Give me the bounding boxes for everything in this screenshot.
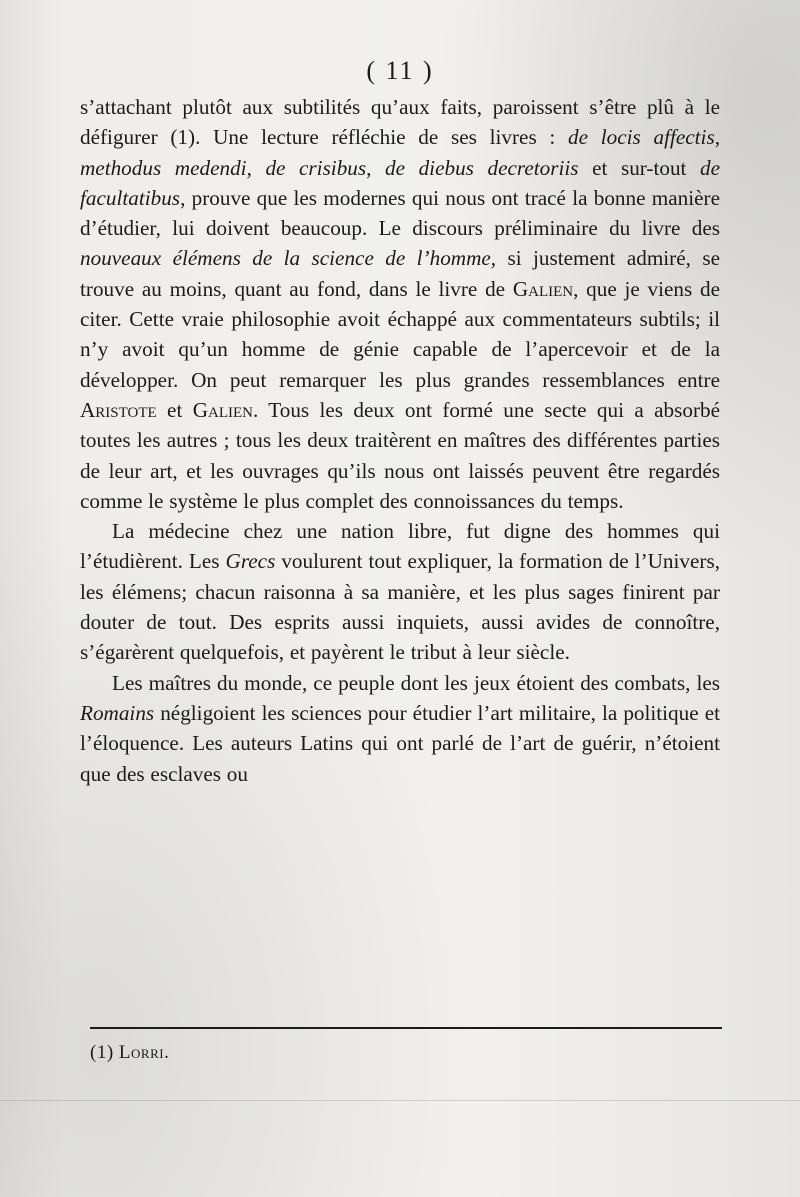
page-number: ( 11 ) [366,56,434,85]
italic-title: de facultatibus [80,155,721,210]
paper-crease [0,1100,800,1101]
footnote-text: Lorri. [118,1042,170,1063]
italic-term: Grecs [225,549,276,574]
name-galien: Galien [192,397,253,422]
italic-title: de diebus decretoriis [385,155,579,180]
italic-term: Romains [80,700,155,725]
footnote-rule [90,1027,722,1029]
paragraph-2: La médecine chez une nation libre, fut digne des hommes qui l’étudièrent. Les Grecs voulurent tout expliquer, la formation de l’Univers, les élémens; chacun raisonna à sa manière, et les plus sages finirent par douter de tout. Des esprits aussi inquiets, aussi avides de connoître, s’égarèrent quelquefois, et payèrent le tribut à leur siècle. [80,519,721,665]
italic-title: nouveaux élémens de la science de l’homme [80,246,491,271]
italic-title: de locis affectis [568,125,715,150]
footnote [90,1042,169,1064]
name-aristote: Aristote [80,397,157,422]
name-galien: Galien [512,276,574,301]
italic-title: methodus medendi [80,155,247,180]
paragraph-1: s’attachant plutôt aux subtilités qu’aux faits, paroissent s’être plû à le défigurer (1). Une lecture réfléchie de ses livres : de locis affectis, methodus medendi, de crisibus, de diebus decretoriis et sur-tout de facultatibus, prouve que les modernes qui nous ont tracé la bonne manière d’étudier, lui doivent beaucoup. Le discours préliminaire du livre des nouveaux élémens de la science de l’homme, si justement admiré, se trouve au moins, quant au fond, dans le livre de Galien, que je viens de citer. Cette vraie philosophie avoit échappé aux commentateurs subtils; il n’y avoit qu’un homme de génie capable de l’apercevoir et de la développer. On peut remarquer les plus grandes ressemblances entre Aristote et Galien. Tous les deux ont formé une secte qui a absorbé toutes les autres ; tous les deux traitèrent en maîtres des différentes parties de leur art, et les ouvrages qu’ils nous ont laissés peuvent être regardés comme le système le plus complet des connoissances du temps. [80,95,721,513]
body-text [80,92,720,789]
paragraph-3: Les maîtres du monde, ce peuple dont les jeux étoient des combats, les Romains négligoient les sciences pour étudier l’art militaire, la politique et l’éloquence. Les auteurs Latins qui ont parlé de l’art de guérir, n’étoient que des esclaves ou [80,670,720,786]
footnote-marker: (1) [90,1042,114,1063]
italic-title: de crisibus [265,155,367,180]
